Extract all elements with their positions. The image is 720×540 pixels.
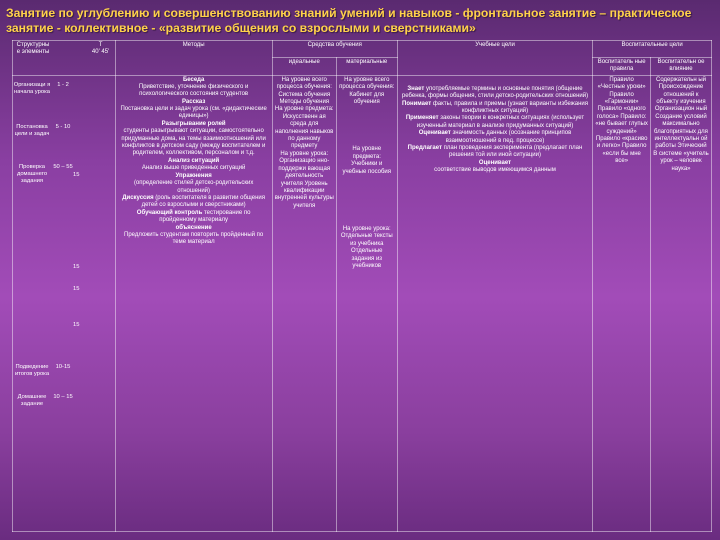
ideal-means-block: На уровне урока: Организацио нно-поддержи вающая деятельность учителя Уровень квалификации внутренней культуры учителя <box>274 150 334 209</box>
edu-influence-header: Воспитательн ое влияние <box>651 58 712 76</box>
goal-block: Знает употребляемые термины и основные понятия (общение ребенка, формы общения, стили детско-родительских отношений) <box>401 85 589 100</box>
minutes-label: 15 <box>73 321 80 328</box>
goal-block: Предлагает план проведения эксперимента (предлагает план решения той или иной ситуации) <box>407 145 583 159</box>
method-block: Дискуссия (роль воспитателя в развитии общения детей со взрослыми и сверстниками) <box>122 194 266 209</box>
stage-row: Подведение итогов урока 10-15 <box>14 363 71 378</box>
method-block: студенты разыгрывают ситуации, самостоятельно придуманные дома, на темы взаимоотношений или конфликтов в детском саду (между воспитателем и родителем, коллективом, персоналом и т.д. <box>121 128 266 157</box>
method-block: Предложить студентам повторить пройденный по теме материал <box>124 231 264 246</box>
goal-block: Оценивает значимость данных (осознание принципов взаимоотношений в пед. процессе) <box>418 130 572 144</box>
goal-block: Применяет законы теории в конкретных ситуациях (использует изученный материал в анализе придуманных ситуаций) <box>405 115 585 129</box>
minutes-label: 15 <box>73 171 80 178</box>
method-block: объяснение <box>175 224 212 231</box>
method-block: Упражнения <box>175 172 212 179</box>
material-means-block: На уровне всего процесса обучения: Кабинет для обучения <box>339 76 395 106</box>
method-block: Приветствие, уточнение физического и психологического состояния студентов <box>138 83 249 98</box>
slide-title: Занятие по углублению и совершенствованию знаний умений и навыков - фронтальное занятие – практическое занятие - коллективное - «развитие общения со взрослыми и сверстниками» <box>6 6 692 35</box>
method-block: Анализ ситуаций <box>168 157 220 164</box>
method-block: Рассказ <box>181 98 206 105</box>
minutes-label: 15 <box>73 263 80 270</box>
ideal-means-block: На уровне предмета: Искусственн ая среда для наполнения навыков по данному предмету <box>274 106 334 150</box>
goal-block: Оценивает <box>478 159 512 166</box>
stages-cell <box>13 75 116 531</box>
method-block: Анализ выше приведенных ситуаций <box>141 165 246 172</box>
stage-row: Постановка цели и задач 5 - 10 <box>14 123 71 138</box>
method-block: (определение стилей детско-родительских отношений) <box>133 180 254 194</box>
goals-header: Учебные цели <box>397 41 593 76</box>
ideal-header: идеальные <box>272 58 336 76</box>
ideal-means-cell <box>272 75 336 531</box>
material-means-block: На уровне урока: Отдельные тексты из учебника Отдельные задания из учебников <box>340 226 393 270</box>
goals-cell <box>397 75 593 531</box>
ideal-means-block: На уровне всего процесса обучения: Система обучения Методы обучения <box>276 76 332 106</box>
stage-row: Домашнее задание 10 – 15 <box>17 393 73 408</box>
goal-block: Понимает факты, правила и приемы (узнает варианты избежания конфликтных ситуаций) <box>402 100 588 115</box>
method-block: Беседа <box>182 76 205 83</box>
goal-block: соответствие выводов имеющимся данным <box>434 167 556 174</box>
material-header: материальные <box>336 58 397 76</box>
material-means-cell <box>336 75 397 531</box>
method-block: Постановка цели и задач урока (см. «дидактические единицы») <box>120 106 267 120</box>
method-block: Разыгрывание ролей <box>161 120 226 127</box>
methods-cell <box>115 75 272 531</box>
edu-influence-cell: Содержательн ый Происхождение отношений к объекту изучения Организацион ный Создание условий максимально благоприятных для интеллектуальн ой работы Этический В системе «учитель урок – человек наука» <box>651 75 712 531</box>
stage-row: Организаци я начала урока 1 - 2 <box>13 81 69 96</box>
method-block: Обучающий контроль тестирование по пройденному материалу <box>136 209 251 224</box>
lesson-table <box>12 40 712 532</box>
material-means-block: На уровне предмета: Учебники и учебные пособия <box>342 146 392 175</box>
edu-rules-header: Воспитатель ные правила <box>593 58 651 76</box>
structure-header: Структурны е элементы Т 40' 45' <box>13 41 116 76</box>
means-header: Средства обучения <box>272 41 397 58</box>
methods-header: Методы <box>115 41 272 76</box>
stage-row: Проверка домашнего задания 50 – 55 <box>16 163 73 185</box>
educational-header: Воспитательные цели <box>593 41 712 58</box>
minutes-label: 15 <box>73 285 80 292</box>
edu-rules-cell: Правило «Честные уроки» Правило «Гармонии» Правило «одного голоса» Правило: «не бывает глупых суждений» Правило «красиво и легко» Правило «если бы мне все» <box>593 75 651 531</box>
